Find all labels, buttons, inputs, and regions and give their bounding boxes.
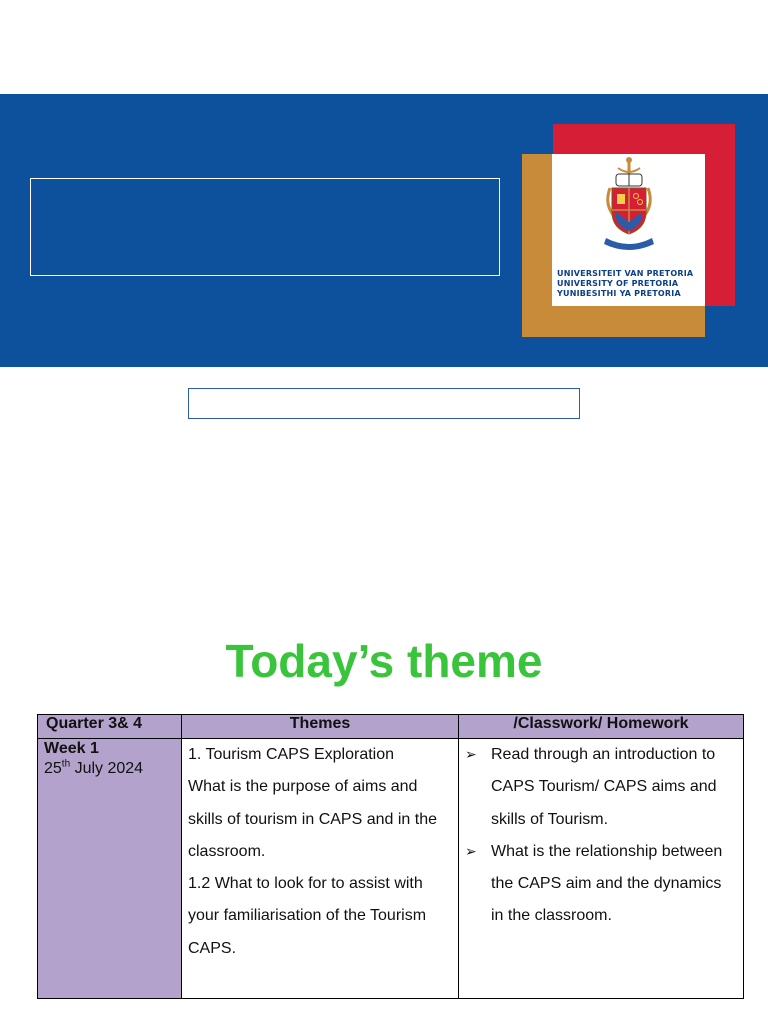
table-row (38, 739, 744, 999)
date-suffix: th (61, 758, 71, 770)
arrow-bullet-icon: ➢ (465, 747, 477, 763)
header-banner (0, 94, 768, 367)
arrow-bullet-icon: ➢ (465, 843, 477, 860)
university-name-sepedi: YUNIBESITHI YA PRETORIA (557, 289, 681, 298)
week-cell (38, 739, 182, 999)
column-header-quarter: Quarter 3& 4 (38, 715, 182, 739)
todays-theme-heading: Today’s theme (225, 635, 543, 687)
table-header-row (38, 715, 744, 739)
title-placeholder-box (30, 178, 500, 276)
themes-cell (182, 739, 459, 999)
theme-line: What is the purpose of aims and skills of tourism in CAPS and in the classroom. (188, 778, 437, 860)
university-name-english: UNIVERSITY OF PRETORIA (557, 279, 679, 288)
university-logo (552, 154, 705, 306)
date-rest: July 2024 (70, 760, 144, 777)
theme-line: 1.2 What to look for to assist with your familiarisation of the Tourism CAPS. (188, 875, 427, 957)
university-name-block (557, 269, 705, 299)
university-name-afrikaans: UNIVERSITEIT VAN PRETORIA (557, 269, 694, 278)
task-item (465, 739, 737, 836)
theme-line: 1. Tourism CAPS Exploration (188, 746, 395, 763)
column-header-classwork: /Classwork/ Homework (459, 715, 744, 739)
date-day: 25 (44, 760, 62, 777)
subtitle-placeholder-box (188, 388, 580, 419)
task-item (465, 836, 737, 933)
coat-of-arms-icon (596, 154, 662, 260)
week-date (44, 759, 175, 779)
task-text: Read through an introduction to CAPS Tourism/ CAPS aims and skills of Tourism. (491, 746, 717, 828)
schedule-table (37, 714, 744, 999)
task-text: What is the relationship between the CAPS aim and the dynamics in the classroom. (491, 842, 723, 925)
classwork-cell (459, 739, 744, 999)
week-label: Week 1 (44, 740, 99, 757)
column-header-themes: Themes (182, 715, 459, 739)
